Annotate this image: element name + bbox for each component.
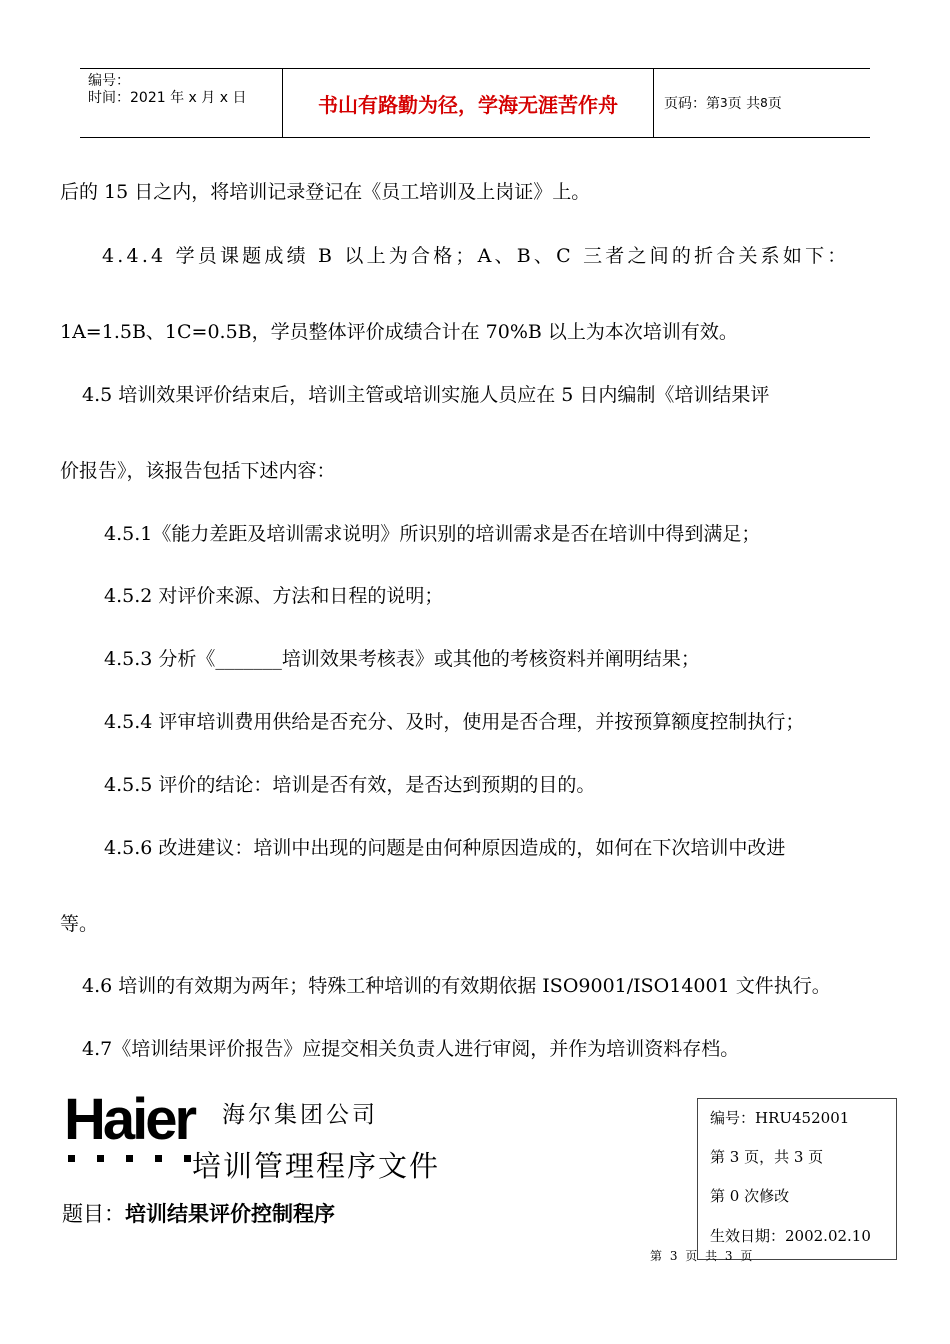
paragraph-4-5-4: 4.5.4 评审培训费用供给是否充分、及时，使用是否合理，并按预算额度控制执行； (104, 711, 805, 733)
paragraph-4-5-3: 4.5.3 分析《_______培训效果考核表》或其他的考核资料并阐明结果； (104, 648, 700, 670)
page-header (80, 68, 870, 138)
info-effective-date: 生效日期：2002.02.10 (710, 1227, 871, 1245)
logo-wordmark: Haier (64, 1087, 195, 1152)
subject-label: 题目： (62, 1202, 125, 1226)
paragraph-1: 后的 15 日之内，将培训记录登记在《员工培训及上岗证》上。 (60, 181, 591, 203)
paragraph-4-6: 4.6 培训的有效期为两年；特殊工种培训的有效期依据 ISO9001/ISO14001 文件执行。 (82, 975, 831, 997)
paragraph-4-5-6-line2: 等。 (60, 913, 99, 935)
header-motto: 书山有路勤为径，学海无涯苦作舟 (282, 69, 654, 137)
page-mid: 页 共 (727, 96, 761, 112)
paragraph-4-5-1: 4.5.1《能力差距及培训需求说明》所识别的培训需求是否在培训中得到满足； (104, 523, 761, 545)
info-revision: 第 0 次修改 (710, 1187, 790, 1205)
header-page-number (654, 69, 870, 137)
paragraph-4-4-4: 4.4.4 学员课题成绩 B 以上为合格；A、B、C 三者之间的折合关系如下： (102, 245, 850, 267)
document-info-box (697, 1098, 897, 1260)
document-title: 培训管理程序文件 (192, 1149, 441, 1183)
paragraph-4-5-line1: 4.5 培训效果评价结束后，培训主管或培训实施人员应在 5 日内编制《培训结果评 (82, 384, 770, 406)
info-code: 编号：HRU452001 (710, 1109, 850, 1127)
paragraph-4-5-line2: 价报告》，该报告包括下述内容： (60, 460, 336, 482)
footer-page-number: 第 3 页 共 3 页 (650, 1249, 755, 1263)
date-label: 时间：2021 年 x 月 x 日 (88, 90, 247, 106)
paragraph-4-7: 4.7《培训结果评价报告》应提交相关负责人进行审阅，并作为培训资料存档。 (82, 1038, 740, 1060)
paragraph-4-5-6-line1: 4.5.6 改进建议：培训中出现的问题是由何种原因造成的，如何在下次培训中改进 (104, 837, 786, 859)
document-subject (62, 1198, 335, 1228)
header-meta (80, 69, 282, 137)
info-page: 第 3 页，共 3 页 (710, 1148, 824, 1166)
subject-value: 培训结果评价控制程序 (125, 1202, 335, 1226)
paragraph-conversion: 1A=1.5B、1C=0.5B，学员整体评价成绩合计在 70%B 以上为本次培训有效。 (60, 321, 738, 343)
page-suffix: 页 (767, 96, 782, 112)
code-label: 编号： (88, 73, 130, 89)
page-total: 8 (760, 96, 768, 110)
page-prefix: 页码：第 (664, 96, 720, 112)
paragraph-4-5-5: 4.5.5 评价的结论：培训是否有效，是否达到预期的目的。 (104, 774, 596, 796)
paragraph-4-5-2: 4.5.2 对评价来源、方法和日程的说明； (104, 585, 444, 607)
page-current: 3 (720, 96, 728, 110)
company-name: 海尔集团公司 (222, 1102, 378, 1128)
